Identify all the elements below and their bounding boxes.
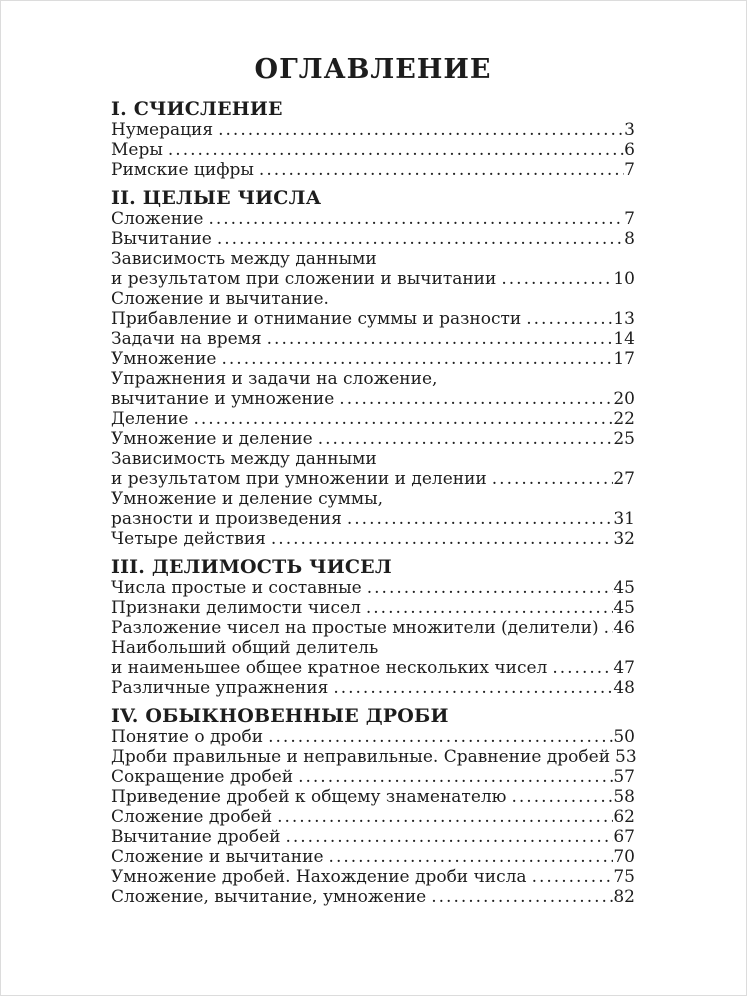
toc-entry-page: 50 [613, 727, 635, 747]
dot-leader [266, 529, 613, 549]
toc-entry [111, 469, 635, 489]
toc-entry [111, 120, 635, 140]
toc-entry-label: Различные упражнения [111, 678, 329, 698]
dot-leader [599, 618, 614, 638]
toc-entry-page: 46 [613, 618, 635, 638]
toc-entry-page: 17 [613, 349, 635, 369]
toc-entry [111, 329, 635, 349]
toc-entry [111, 509, 635, 529]
dot-leader [262, 329, 614, 349]
section-heading: IV. ОБЫКНОВЕННЫЕ ДРОБИ [111, 705, 449, 727]
toc-entry-page: 14 [613, 329, 635, 349]
toc-entry-page: 48 [613, 678, 635, 698]
toc-entry [111, 449, 635, 469]
toc-entry-page: 7 [624, 160, 635, 180]
toc-entry-page: 10 [613, 269, 635, 289]
dot-leader [547, 658, 613, 678]
toc-entry-label: Четыре действия [111, 529, 266, 549]
dot-leader [342, 509, 614, 529]
toc-entry-label: Вычитание дробей [111, 827, 281, 847]
toc-section [111, 188, 635, 549]
toc-entry [111, 767, 635, 787]
toc-entry [111, 867, 635, 887]
page-title: ОГЛАВЛЕНИЕ [254, 54, 492, 85]
toc-entry-page: 57 [613, 767, 635, 787]
toc-entry-page: 13 [613, 309, 635, 329]
toc-entry [111, 209, 635, 229]
toc-entry-page: 22 [613, 409, 635, 429]
toc-entry [111, 618, 635, 638]
toc-entry [111, 409, 635, 429]
toc-entry [111, 827, 635, 847]
dot-leader [203, 209, 624, 229]
toc-entry-page: 25 [613, 429, 635, 449]
toc-entry-label: Зависимость между данными [111, 449, 377, 469]
toc-entry-label: Сокращение дробей [111, 767, 294, 787]
toc-entry-label: Приведение дробей к общему знаменателю [111, 787, 507, 807]
dot-leader [328, 678, 613, 698]
toc-entry-page: 31 [613, 509, 635, 529]
toc-entry-label: Сложение и вычитание. [111, 289, 329, 309]
toc-entry-page: 7 [624, 209, 635, 229]
toc-entry [111, 429, 635, 449]
toc-entry [111, 160, 635, 180]
section-heading: I. СЧИСЛЕНИЕ [111, 98, 283, 120]
toc-entry [111, 289, 635, 309]
toc-entry [111, 249, 635, 269]
toc-sections [111, 99, 635, 907]
toc-entry-label: Признаки делимости чисел [111, 598, 361, 618]
toc-entry [111, 847, 635, 867]
dot-leader [213, 120, 624, 140]
toc-entry-label: Числа простые и составные [111, 578, 362, 598]
toc-entry-page: 20 [613, 389, 635, 409]
toc-entry-label: Умножение и деление [111, 429, 313, 449]
toc-section [111, 557, 635, 698]
toc-entry [111, 349, 635, 369]
toc-entry-label: Дроби правильные и неправильные. Сравнение дробей [111, 747, 611, 767]
dot-leader [217, 349, 614, 369]
dot-leader [254, 160, 624, 180]
section-heading: II. ЦЕЛЫЕ ЧИСЛА [111, 187, 322, 209]
dot-leader [506, 787, 613, 807]
toc-entry-page: 67 [613, 827, 635, 847]
toc-section [111, 706, 635, 907]
dot-leader [362, 578, 614, 598]
toc-entry-page: 58 [613, 787, 635, 807]
dot-leader [521, 309, 613, 329]
toc-entry-label: Сложение, вычитание, умножение [111, 887, 427, 907]
toc-entry-page: 53 [615, 747, 637, 767]
toc-entry-label: Римские цифры [111, 160, 254, 180]
toc-entry [111, 658, 635, 678]
toc-entry-label: Прибавление и отнимание суммы и разности [111, 309, 522, 329]
toc-entry-label: Зависимость между данными [111, 249, 377, 269]
toc-entry [111, 229, 635, 249]
toc-entry-label: Сложение [111, 209, 204, 229]
toc-entry-page: 45 [613, 598, 635, 618]
dot-leader [496, 269, 613, 289]
toc-entry [111, 369, 635, 389]
toc-entry-label: Разложение чисел на простые множители (делители) [111, 618, 599, 638]
toc-entry [111, 529, 635, 549]
toc-entry-page: 27 [613, 469, 635, 489]
toc-entry-page: 45 [613, 578, 635, 598]
toc-entry-label: и наименьшее общее кратное нескольких чисел [111, 658, 548, 678]
toc-entry [111, 598, 635, 618]
toc-entry [111, 269, 635, 289]
dot-leader [163, 140, 624, 160]
dot-leader [334, 389, 613, 409]
toc-entry-label: Наибольший общий делитель [111, 638, 379, 658]
toc-entry-label: Сложение дробей [111, 807, 273, 827]
dot-leader [280, 827, 613, 847]
dot-leader [272, 807, 613, 827]
toc-entry-label: и результатом при сложении и вычитании [111, 269, 497, 289]
toc-section [111, 99, 635, 180]
toc-content [111, 55, 635, 907]
toc-entry-label: Меры [111, 140, 163, 160]
toc-entry-label: Вычитание [111, 229, 212, 249]
toc-entry-label: Деление [111, 409, 189, 429]
toc-entry-page: 32 [613, 529, 635, 549]
toc-entry [111, 638, 635, 658]
toc-entry-label: Сложение и вычитание [111, 847, 324, 867]
dot-leader [263, 727, 613, 747]
dot-leader [324, 847, 614, 867]
toc-entry-label: Умножение и деление суммы, [111, 489, 384, 509]
toc-entry-label: Задачи на время [111, 329, 262, 349]
toc-entry-label: Умножение дробей. Нахождение дроби числа [111, 867, 527, 887]
dot-leader [527, 867, 614, 887]
toc-entry-page: 8 [624, 229, 635, 249]
toc-entry-label: Нумерация [111, 120, 214, 140]
toc-entry [111, 747, 635, 767]
toc-entry [111, 140, 635, 160]
toc-entry [111, 578, 635, 598]
toc-entry [111, 678, 635, 698]
toc-entry [111, 309, 635, 329]
toc-entry [111, 807, 635, 827]
toc-entry [111, 727, 635, 747]
dot-leader [487, 469, 614, 489]
toc-entry-page: 47 [613, 658, 635, 678]
toc-entry-page: 70 [613, 847, 635, 867]
dot-leader [361, 598, 613, 618]
toc-entry-label: Понятие о дроби [111, 727, 264, 747]
toc-entry-label: Упражнения и задачи на сложение, [111, 369, 438, 389]
toc-entry [111, 389, 635, 409]
toc-entry-label: Умножение [111, 349, 217, 369]
dot-leader [188, 409, 613, 429]
dot-leader [212, 229, 624, 249]
dot-leader [293, 767, 613, 787]
toc-entry [111, 787, 635, 807]
toc-entry-page: 3 [624, 120, 635, 140]
toc-entry-page: 75 [613, 867, 635, 887]
toc-entry-page: 82 [613, 887, 635, 907]
dot-leader [313, 429, 614, 449]
toc-entry-label: и результатом при умножении и делении [111, 469, 487, 489]
toc-entry [111, 489, 635, 509]
toc-entry-label: вычитание и умножение [111, 389, 335, 409]
toc-entry-page: 6 [624, 140, 635, 160]
toc-entry-page: 62 [613, 807, 635, 827]
toc-entry-label: разности и произведения [111, 509, 342, 529]
toc-entry [111, 887, 635, 907]
section-heading: III. ДЕЛИМОСТЬ ЧИСЕЛ [111, 556, 392, 578]
dot-leader [426, 887, 613, 907]
